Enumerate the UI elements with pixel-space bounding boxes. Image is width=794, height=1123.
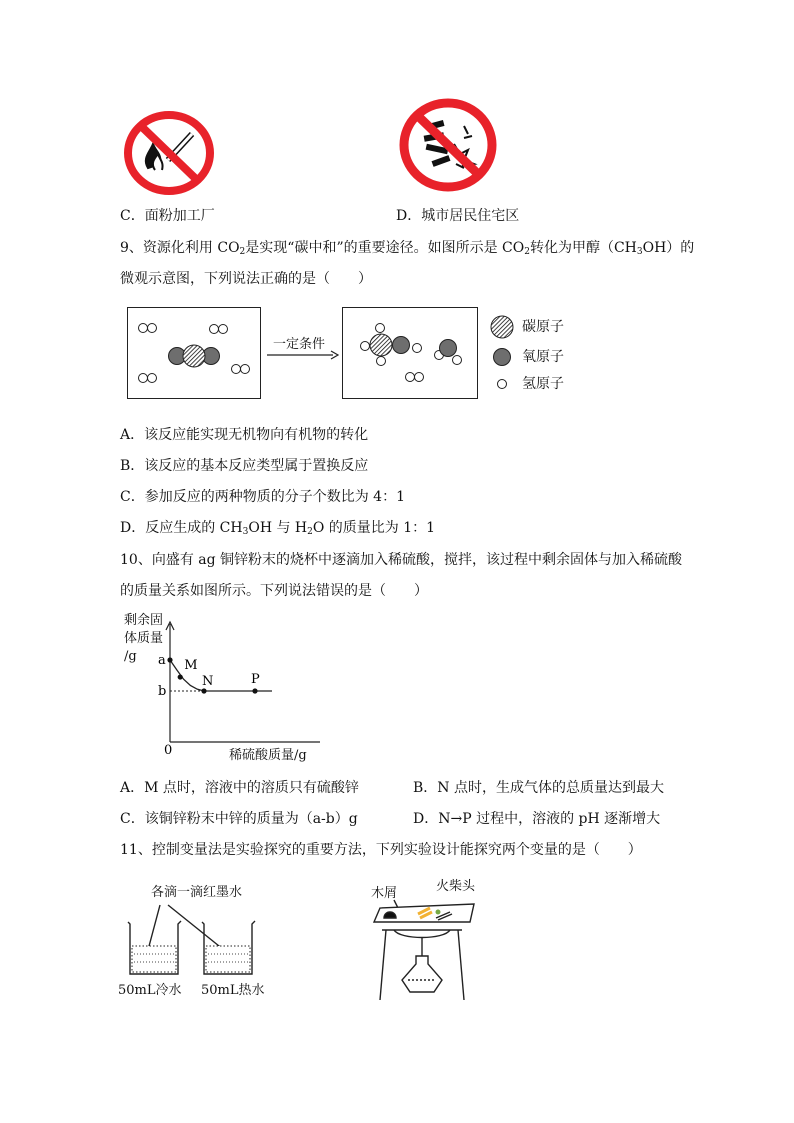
q10-option-d: D．N→P 过程中，溶液的 pH 逐渐增大: [413, 811, 661, 827]
q11-stem: 11、控制变量法是实验探究的重要方法，下列实验设计能探究两个变量的是（ ）: [120, 842, 642, 858]
chart-point-a: [167, 657, 172, 662]
beakers-illustration: [120, 900, 290, 980]
beaker-label-hot: 50mL热水: [201, 983, 265, 998]
legend-oxygen: 氧原子: [522, 349, 564, 365]
q10-option-c: C．该铜锌粉末中锌的质量为（a-b）g: [120, 811, 358, 827]
q10-option-a: A．M 点时，溶液中的溶质只有硫酸锌: [120, 780, 359, 796]
atom-legend-icons: [488, 315, 518, 393]
chart-point-p: [252, 688, 257, 693]
q10-stem-line1: 10、向盛有 ag 铜锌粉末的烧杯中逐滴加入稀硫酸，搅拌，该过程中剩余固体与加入稀硫酸: [120, 552, 683, 568]
beaker-label-cold: 50mL冷水: [118, 983, 182, 998]
carbon-atom-icon: [491, 316, 513, 338]
chart-point-n: [201, 688, 206, 693]
q10-stem-line2: 的质量关系如图所示。下列说法错误的是（ ）: [120, 583, 428, 599]
chart-xlabel: 稀硫酸质量/g: [229, 748, 307, 763]
chart-ylabel-2: 体质量: [124, 631, 164, 646]
beaker-title: 各滴一滴红墨水: [151, 885, 243, 900]
chart-tick-b: b: [158, 684, 167, 699]
chart-origin-label: 0: [164, 743, 173, 758]
reaction-arrow: [265, 336, 339, 360]
heating-apparatus: [368, 896, 480, 1002]
chart-label-n: N: [202, 674, 214, 689]
q10-option-b: B．N 点时，生成气体的总质量达到最大: [413, 780, 664, 796]
no-fireworks-sign: [396, 96, 500, 194]
q9-option-a: A．该反应能实现无机物向有机物的转化: [120, 427, 369, 443]
sign-caption-c: C．面粉加工厂: [120, 208, 215, 224]
chart-tick-a: a: [158, 653, 166, 668]
hydrogen-atom-icon: [498, 380, 507, 389]
oxygen-atom-icon: [494, 349, 511, 366]
chart-ylabel-1: 剩余固: [124, 613, 164, 628]
products-box: [342, 307, 478, 399]
plate-label-sawdust: 木屑: [371, 886, 398, 901]
sign-caption-d: D．城市居民住宅区: [396, 208, 520, 224]
no-fire-sign: [120, 108, 218, 198]
q9-stem-line1: 9、资源化利用 $CO_2$是实现“碳中和”的重要途径。如图所示是 $CO_2$转化为甲醇$(CH_3OH)$的: [120, 240, 695, 257]
q9-option-c: C．参加反应的两种物质的分子个数比为 4：1: [120, 489, 405, 505]
chart-point-m: [178, 674, 183, 679]
chart-ylabel-3: /g: [124, 649, 137, 664]
reaction-condition: 一定条件: [273, 337, 326, 352]
q9-option-d: D．反应生成的 $CH_3OH$ 与 $H_2O$ 的质量比为 1：1: [120, 520, 436, 537]
chart-label-p: P: [251, 672, 260, 687]
chart-label-m: M: [184, 658, 198, 674]
q9-stem-line2: 微观示意图，下列说法正确的是（ ）: [120, 271, 372, 287]
q9-option-b: B．该反应的基本反应类型属于置换反应: [120, 458, 369, 474]
reactants-box: [127, 307, 261, 399]
legend-hydrogen: 氢原子: [522, 376, 564, 392]
plate-label-matchhead: 火柴头: [436, 879, 476, 894]
legend-carbon: 碳原子: [522, 319, 564, 335]
